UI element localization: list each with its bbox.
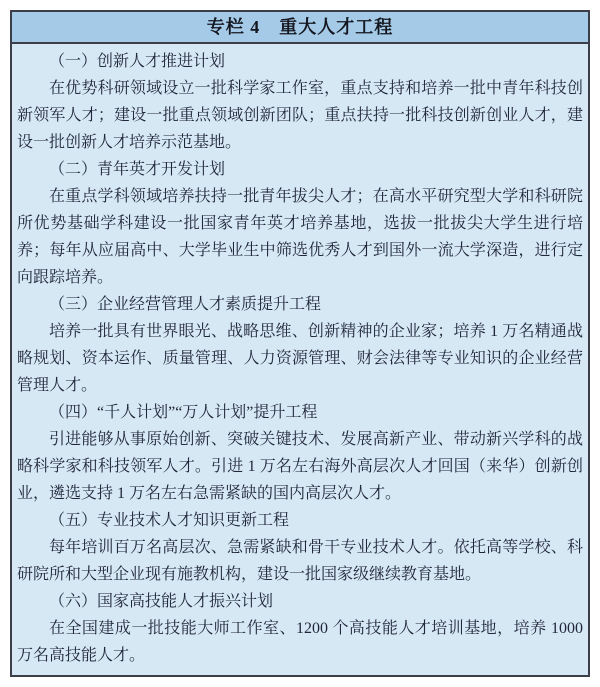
panel-title: 专栏 4 重大人才工程 [206,17,394,37]
panel-header [12,12,588,44]
section-body: 在优势科研领域设立一批科学家工作室，重点支持和培养一批中青年科技创新领军人才；建设一批重点领域创新团队；重点扶持一批科技创新创业人才，建设一批创新人才培养示范基地。 [17,80,583,151]
section-heading: （二）青年英才开发计划 [49,161,226,178]
section [17,48,583,156]
section-body: 在重点学科领域培养扶持一批青年拔尖人才；在高水平研究型大学和科研院所优势基础学科建设一批国家青年英才培养基地，选拔一批拔尖大学生进行培养；每年从应届高中、大学毕业生中筛选优秀人才到国外一流大学深造，进行定向跟踪培养。 [17,188,583,286]
highlight-box [10,10,590,677]
section-heading: （四）“千人计划”“万人计划”提升工程 [49,404,318,421]
section-body: 在全国建成一批技能大师工作室、1200 个高技能人才培训基地，培养 1000 万名高技能人才。 [17,620,583,664]
section [17,588,583,669]
section-body: 培养一批具有世界眼光、战略思维、创新精神的企业家；培养 1 万名精通战略规划、资本运作、质量管理、人力资源管理、财会法律等专业知识的企业经营管理人才。 [17,323,583,394]
section [17,507,583,588]
panel-body [12,44,588,675]
section [17,399,583,507]
section-body: 每年培训百万名高层次、急需紧缺和骨干专业技术人才。依托高等学校、科研院所和大型企业现有施教机构，建设一批国家级继续教育基地。 [17,539,583,583]
section [17,291,583,399]
section-body: 引进能够从事原始创新、突破关键技术、发展高新产业、带动新兴学科的战略科学家和科技领军人才。引进 1 万名左右海外高层次人才回国（来华）创新创业，遴选支持 1 万名左右急需紧缺的国内高层次人才。 [17,431,583,502]
section-heading: （一）创新人才推进计划 [49,53,226,70]
section-heading: （五）专业技术人才知识更新工程 [49,512,290,529]
section [17,156,583,291]
section-heading: （六）国家高技能人才振兴计划 [49,593,274,610]
section-heading: （三）企业经营管理人才素质提升工程 [49,296,322,313]
